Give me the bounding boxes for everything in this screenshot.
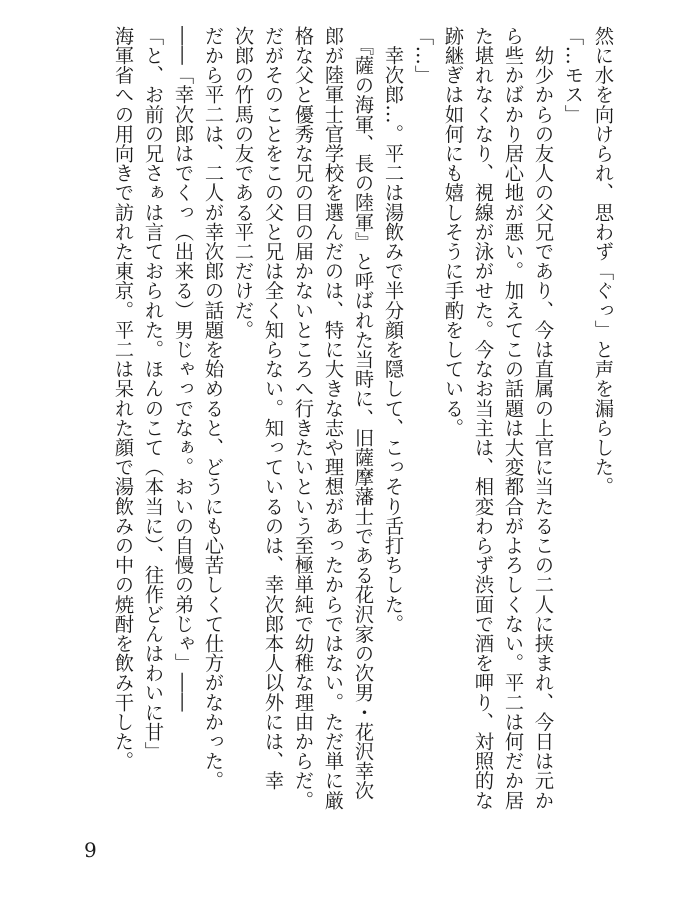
text-line: ――「幸次郎はでくっ（出来る）男じゃっでなぁ。おいの自慢の弟じゃ」――: [172, 26, 195, 712]
text-line: 『薩の海軍、長の陸軍』と呼ばれた当時に、旧薩摩藩士である花沢家の次男・花沢幸次: [352, 26, 375, 801]
text-line: 幸次郎…。平二は湯飲みで半分顔を隠して、こっそり舌打ちした。: [382, 26, 405, 634]
text-line: だがそのことをこの父と兄は全く知らない。知っているのは、幸次郎本人以外には、幸: [262, 26, 285, 791]
text-line: 「…モス」: [562, 26, 585, 124]
text-line: ら些かばかり居心地が悪い。加えてこの話題は大変都合がよろしくない。平二は何だか居: [502, 26, 525, 810]
text-line: 「と、お前の兄さぁは言ておられた。ほんのこて（本当に）、往作どんはわいに甘」: [142, 26, 165, 762]
text-line: だから平二は、二人が幸次郎の話題を始めると、どうにも心苦しくて仕方がなかった。: [202, 26, 225, 791]
text-line: 次郎の竹馬の友である平二だけだ。: [232, 26, 255, 340]
page-number: 9: [84, 838, 97, 862]
text-line: 海軍省への用向きで訪れた東京。平二は呆れた顔で湯飲みの中の焼酎を飲み干した。: [112, 26, 135, 771]
text-line: た堪れなくなり、視線が泳がせた。今なお当主は、相変わらず渋面で酒を呷り、対照的な: [472, 26, 495, 810]
text-line: 跡継ぎは如何にも嬉しそうに手酌をしている。: [442, 26, 465, 438]
text-line: 「…」: [412, 26, 435, 85]
text-line: 格な父と優秀な兄の目の届かないところへ行きたいという至極単純で幼稚な理由からだ。: [292, 26, 315, 810]
text-line: 然に水を向けられ、思わず「ぐっ」と声を漏らした。: [592, 26, 615, 497]
vertical-body-text: [92, 26, 618, 816]
text-line: 郎が陸軍士官学校を選んだのは、特に大きな志や理想があったからではない。ただ単に厳: [322, 26, 345, 810]
text-line: 幼少からの友人の父兄であり、今は直属の上官に当たるこの二人に挟まれ、今日は元か: [532, 26, 555, 810]
